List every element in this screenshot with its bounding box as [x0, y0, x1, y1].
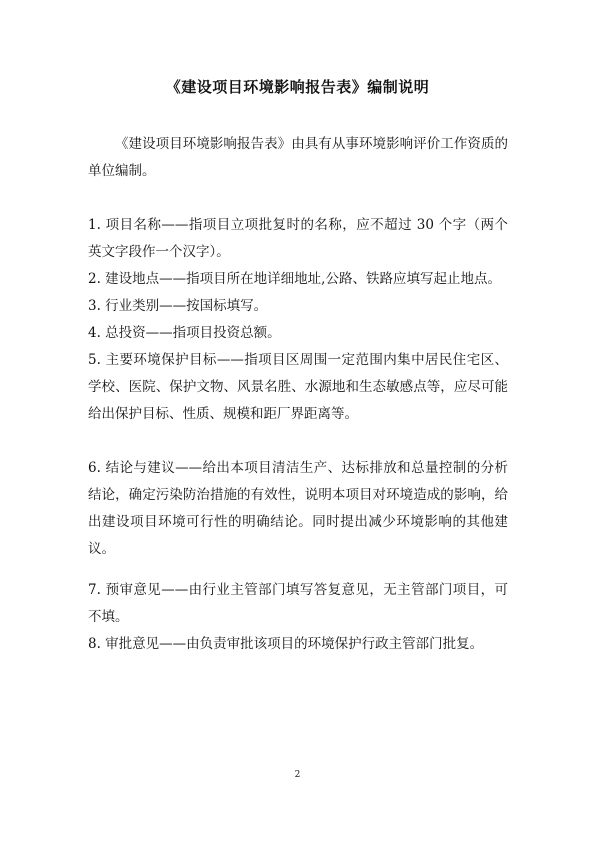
page-number: 2 — [294, 770, 301, 780]
list-item-project-name: 1. 项目名称——指项目立项批复时的名称，应不超过 30 个字（两个英文字段作一个汉字）。 — [88, 217, 508, 260]
intro-paragraph: 《建设项目环境影响报告表》由具有从事环境影响评价工作资质的单位编制。 — [88, 136, 508, 179]
list-item-protection-targets: 5. 主要环境保护目标——指项目区周围一定范围内集中居民住宅区、学校、医院、保护文物、风景名胜、水源地和生态敏感点等，应尽可能给出保护目标、性质、规模和距厂界距离等。 — [88, 352, 508, 422]
page-title: 《建设项目环境影响报告表》编制说明 — [165, 78, 430, 96]
list-item-conclusions: 6. 结论与建议——给出本项目清洁生产、达标排放和总量控制的分析结论，确定污染防治措施的有效性，说明本项目对环境造成的影响，给出建设项目环境可行性的明确结论。同时提出减少环境影响的其他建议。 — [88, 460, 508, 557]
list-item-total-investment: 4. 总投资——指项目投资总额。 — [88, 325, 281, 341]
list-item-approval-opinion: 8. 审批意见——由负责审批该项目的环境保护行政主管部门批复。 — [88, 636, 484, 652]
list-item-preliminary-review: 7. 预审意见——由行业主管部门填写答复意见，无主管部门项目，可不填。 — [88, 582, 508, 625]
list-item-industry-category: 3. 行业类别——按国标填写。 — [88, 298, 268, 314]
list-item-construction-site: 2. 建设地点——指项目所在地详细地址,公路、铁路应填写起止地点。 — [88, 271, 501, 287]
